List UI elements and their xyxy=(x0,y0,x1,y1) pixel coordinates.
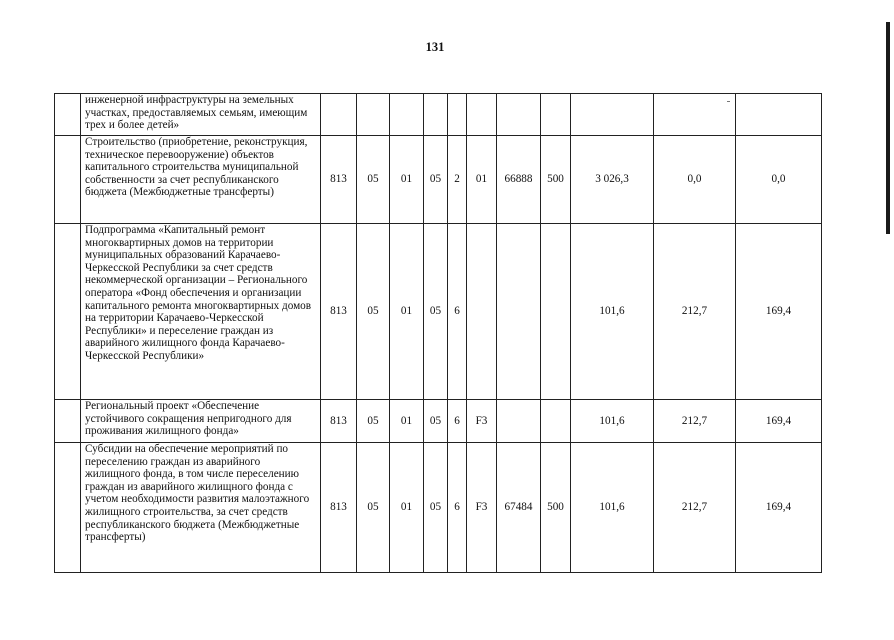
table-row xyxy=(55,136,822,224)
item-name-cell: Региональный проект «Обеспечение устойчивого сокращения непригодного для проживания жилищного фонда» xyxy=(81,400,321,443)
row-marker-cell xyxy=(55,400,81,443)
amount-year3-cell xyxy=(736,94,822,136)
section-cell: 05 xyxy=(357,400,390,443)
page-number: 131 xyxy=(425,40,445,54)
amount-year1-cell: 101,6 xyxy=(571,400,654,443)
program-code-cell: 05 xyxy=(424,443,448,573)
amount-year2-cell: 212,7 xyxy=(654,224,736,400)
grbs-cell xyxy=(321,94,357,136)
row-marker-cell xyxy=(55,136,81,224)
direction-code-cell xyxy=(497,400,541,443)
grbs-cell: 813 xyxy=(321,136,357,224)
program-code-cell: 05 xyxy=(424,400,448,443)
amount-year3-cell: 169,4 xyxy=(736,443,822,573)
event-code-cell: F3 xyxy=(467,400,497,443)
direction-code-cell: 66888 xyxy=(497,136,541,224)
event-code-cell xyxy=(467,94,497,136)
expense-type-cell xyxy=(541,400,571,443)
subprogram-code-cell: 6 xyxy=(448,443,467,573)
table-row xyxy=(55,443,822,573)
table-row xyxy=(55,94,822,136)
amount-year2-cell xyxy=(654,94,736,136)
scan-edge xyxy=(886,22,890,234)
amount-year1-cell xyxy=(571,94,654,136)
subsection-cell xyxy=(390,94,424,136)
table-row xyxy=(55,400,822,443)
program-code-cell: 05 xyxy=(424,136,448,224)
amount-year1-cell: 101,6 xyxy=(571,443,654,573)
section-cell: 05 xyxy=(357,443,390,573)
item-name-cell: Субсидии на обеспечение мероприятий по переселению граждан из аварийного жилищного фонда, в том числе переселению граждан из аварийного жилищного фонда с учетом необходимости развития малоэтажного жилищного строительства, за счет средств республиканского бюджета (Межбюджетные трансферты) xyxy=(81,443,321,573)
item-name-cell: Строительство (приобретение, реконструкция, техническое перевооружение) объектов капитального строительства муниципальной собственности за счет республиканского бюджета (Межбюджетные трансферты) xyxy=(81,136,321,224)
table-row xyxy=(55,224,822,400)
amount-year1-cell: 3 026,3 xyxy=(571,136,654,224)
budget-table xyxy=(54,93,822,573)
row-marker-cell xyxy=(55,94,81,136)
direction-code-cell xyxy=(497,224,541,400)
table-body xyxy=(55,94,822,573)
row-marker-cell xyxy=(55,224,81,400)
amount-year3-cell: 169,4 xyxy=(736,400,822,443)
grbs-cell: 813 xyxy=(321,224,357,400)
grbs-cell: 813 xyxy=(321,443,357,573)
direction-code-cell: 67484 xyxy=(497,443,541,573)
event-code-cell: F3 xyxy=(467,443,497,573)
expense-type-cell: 500 xyxy=(541,443,571,573)
subprogram-code-cell: 2 xyxy=(448,136,467,224)
event-code-cell: 01 xyxy=(467,136,497,224)
amount-year1-cell: 101,6 xyxy=(571,224,654,400)
subsection-cell: 01 xyxy=(390,400,424,443)
amount-year2-cell: 212,7 xyxy=(654,443,736,573)
expense-type-cell: 500 xyxy=(541,136,571,224)
program-code-cell: 05 xyxy=(424,224,448,400)
direction-code-cell xyxy=(497,94,541,136)
event-code-cell xyxy=(467,224,497,400)
amount-year3-cell: 0,0 xyxy=(736,136,822,224)
amount-year3-cell: 169,4 xyxy=(736,224,822,400)
item-name-cell: инженерной инфраструктуры на земельных участках, предоставляемых семьям, имеющим трех и более детей» xyxy=(81,94,321,136)
item-name-cell: Подпрограмма «Капитальный ремонт многоквартирных домов на территории муниципальных образований Карачаево-Черкесской Республики за счет средств некоммерческой организации – Регионального оператора «Фонд обеспечения и организации капитального ремонта многоквартирных домов на территории Карачаево-Черкесской Республики» и переселение граждан из аварийного жилищного фонда Карачаево-Черкесской Республики» xyxy=(81,224,321,400)
expense-type-cell xyxy=(541,224,571,400)
subprogram-code-cell xyxy=(448,94,467,136)
grbs-cell: 813 xyxy=(321,400,357,443)
section-cell: 05 xyxy=(357,136,390,224)
amount-year2-cell: 0,0 xyxy=(654,136,736,224)
section-cell: 05 xyxy=(357,224,390,400)
subprogram-code-cell: 6 xyxy=(448,224,467,400)
subsection-cell: 01 xyxy=(390,443,424,573)
expense-type-cell xyxy=(541,94,571,136)
section-cell xyxy=(357,94,390,136)
subsection-cell: 01 xyxy=(390,224,424,400)
subprogram-code-cell: 6 xyxy=(448,400,467,443)
row-marker-cell xyxy=(55,443,81,573)
program-code-cell xyxy=(424,94,448,136)
subsection-cell: 01 xyxy=(390,136,424,224)
amount-year2-cell: 212,7 xyxy=(654,400,736,443)
